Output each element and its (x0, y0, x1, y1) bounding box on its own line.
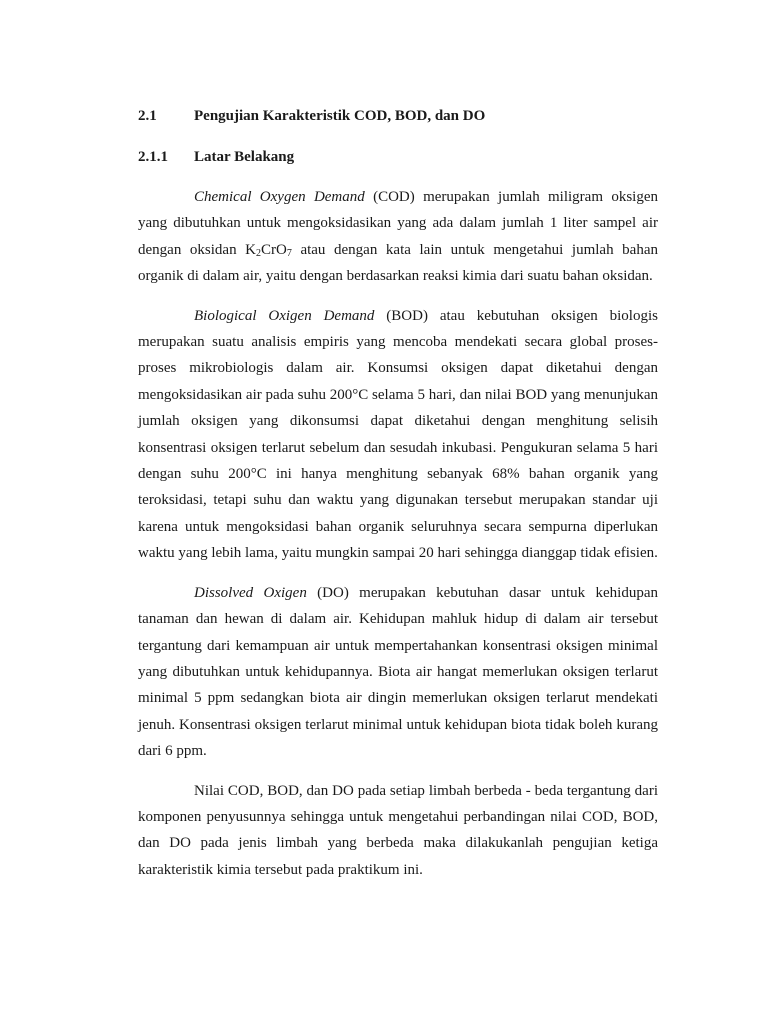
closing-text: Nilai COD, BOD, dan DO pada setiap limbah berbeda - beda tergantung dari komponen penyusunnya sehingga untuk mengetahui perbandingan nilai COD, BOD, dan DO pada jenis limbah yang berbeda maka dilakukanlah pengujian ketiga karakteristik kimia tersebut pada praktikum ini. (138, 782, 658, 878)
document-page (138, 106, 658, 896)
section-heading (138, 106, 658, 126)
paragraph-bod (138, 303, 658, 567)
paragraph-do (138, 580, 658, 765)
do-text: (DO) merupakan kebutuhan dasar untuk kehidupan tanaman dan hewan di dalam air. Kehidupan mahluk hidup di dalam air tersebut tergantung dari kemampuan air untuk mempertahankan konsentrasi oksigen minimal yang dibutuhkan untuk kehidupannya. Biota air hangat memerlukan oksigen terlarut minimal 5 ppm sedangkan biota air dingin memerlukan oksigen terlarut mendekati jenuh. Konsentrasi oksigen terlarut minimal untuk kehidupan biota tidak boleh kurang dari 6 ppm. (138, 584, 658, 760)
paragraph-cod (138, 184, 658, 290)
bod-text: (BOD) atau kebutuhan oksigen biologis merupakan suatu analisis empiris yang mencoba mendekati secara global proses-proses mikrobiologis dalam air. Konsumsi oksigen dapat diketahui dengan mengoksidasikan air pada suhu 200°C selama 5 hari, dan nilai BOD yang menunjukan jumlah oksigen yang dikonsumsi dapat diketahui dengan menghitung selisih konsentrasi oksigen terlarut sebelum dan sesudah inkubasi. Pengukuran selama 5 hari dengan suhu 200°C ini hanya menghitung sebanyak 68% bahan organik yang teroksidasi, tetapi suhu dan waktu yang digunakan tersebut merupakan standar uji karena untuk mengoksidasi bahan organik seluruhnya secara sempurna diperlukan waktu yang lebih lama, yaitu mungkin sampai 20 hari sehingga dianggap tidak efisien. (138, 307, 658, 562)
cod-subscript-2: 7 (286, 247, 292, 259)
subsection-number: 2.1.1 (138, 149, 168, 165)
section-number: 2.1 (138, 108, 157, 124)
paragraph-closing (138, 778, 658, 884)
term-bod: Biological Oxigen Demand (194, 307, 375, 324)
section-title: Pengujian Karakteristik COD, BOD, dan DO (194, 108, 486, 124)
subsection-heading (138, 147, 658, 167)
term-cod: Chemical Oxygen Demand (194, 189, 365, 205)
cod-text-1: (COD) merupakan jumlah miligram oksigen yang dibutuhkan untuk mengoksidasikan yang ada dalam jumlah 1 liter sampel air dengan oksidan K (138, 189, 658, 258)
term-do: Dissolved Oxigen (194, 584, 307, 601)
cod-subscript-1: 2 (256, 247, 261, 259)
cod-text-2: CrO (261, 241, 287, 258)
subsection-title: Latar Belakang (194, 149, 295, 165)
cod-text-3: atau dengan kata lain untuk mengetahui jumlah bahan organik di dalam air, yaitu dengan berdasarkan reaksi kimia dari suatu bahan oksidan. (138, 241, 658, 285)
